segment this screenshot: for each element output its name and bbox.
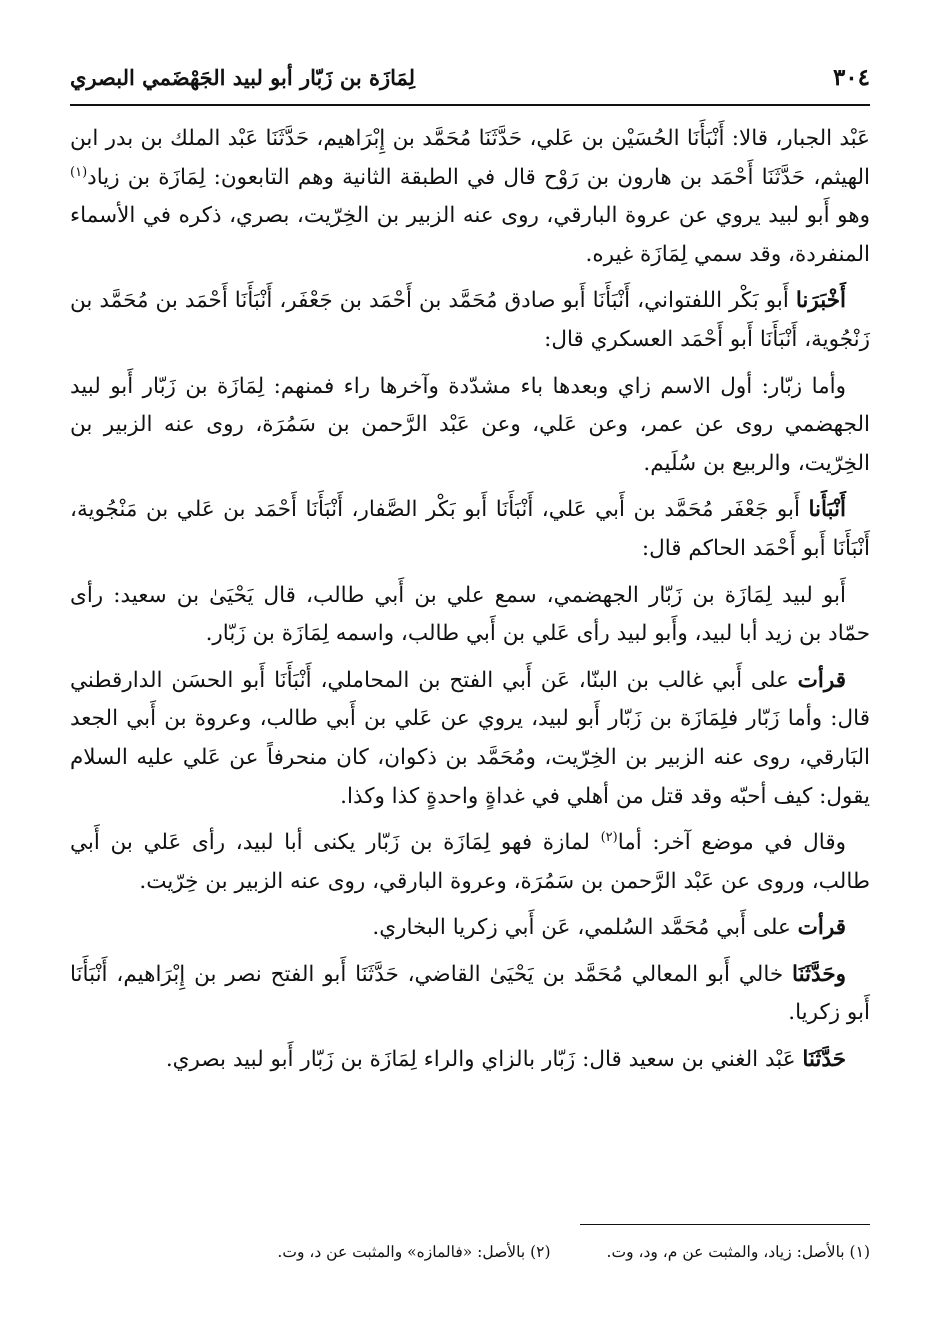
paragraph-text: على أَبي مُحَمَّد السُلمي، عَن أَبي زكريا البخاري. [372,915,798,941]
paragraph [70,368,870,484]
paragraph [70,1041,870,1080]
isnad-lead-word: أَنْبَأَنا [808,497,846,523]
paragraph [70,909,870,948]
paragraph [70,662,870,816]
paragraph [70,577,870,654]
footnote-marker: (٢) [600,829,618,845]
footnote-marker: (١) [70,164,88,180]
paragraph [70,491,870,568]
paragraph-text: أَبو جَعْفَر مُحَمَّد بن أَبي عَلي، أَنْبَأَنَا أَبو بَكْر الصَّفار، أَنْبَأَنَا أَحْمَد بن عَلي بن مَنْجُوية، أَنْبَأَنَا أَبو أَحْمَد الحاكم قال: [70,497,870,561]
paragraph-text-continued: لمازة فهو لِمَازَة بن زَبّار يكنى أبا لبيد، رأى عَلي بن أَبي طالب، وروى عن عَبْد الرَّحمن بن سَمُرَة، وعروة البارقي، روى عنه الزبير بن خِرّيت. [70,830,870,894]
paragraph-text: على أَبي غالب بن البنّا، عَن أَبي الفتح بن المحاملي، أَنْبَأَنَا أَبو الحسَن الدارقطني قال: وأما زَبّار فلِمَازَة بن زَبّار أَبو لبيد، يروي عن عَلي بن أَبي طالب، وعروة بن أَبي الجعد البَارقي، روى عنه الزبير بن الخِرّيت، ومُحَمَّد بن ذكوان، كان منحرفاً عن عَلي عليه السلام يقول: كيف أحبّه وقد قتل من أهلي في غداةٍ واحدةٍ كذا وكذا. [70,667,870,809]
paragraph [70,956,870,1033]
paragraph-text: أَبو لبيد لِمَازَة بن زَبّار الجهضمي، سمع علي بن أَبي طالب، قال يَحْيَىٰ بن سعيد: رأى حمّاد بن زيد أبا لبيد، وأَبو لبيد رأى عَلي بن أَبي طالب، واسمه لِمَازَة بن زَبّار. [70,582,870,647]
footnote-divider [580,1224,870,1225]
paragraph-text: خالي أَبو المعالي مُحَمَّد بن يَحْيَىٰ القاضي، حَدَّثَنَا أَبو الفتح نصر بن إِبْرَاهيم، أَنْبَأَنَا أَبو زكريا. [70,961,870,1026]
paragraph-text: وأما زبّار: أول الاسم زاي وبعدها باء مشدّدة وآخرها راء فمنهم: لِمَازَة بن زَبّار أَبو لبيد الجهضمي روى عن عمر، وعن عَلي، وعن عَبْد الرَّحمن بن سَمُرَة، روى عنه الزبير بن الخِرّيت، والربيع بن سُلَيم. [70,373,870,476]
footnote-2: (٢) بالأصل: «فالمازه» والمثبت عن د، وت. [277,1243,551,1261]
paragraph [70,824,870,901]
isnad-lead-word: قرأت [797,667,846,693]
paragraph-text: وقال في موضع آخر: أما [617,830,846,856]
paragraph-text: عَبْد الجبار، قالا: أَنْبَأَنَا الحُسَيْن بن عَلي، حَدَّثَنَا مُحَمَّد بن إِبْرَاهيم، حَدَّثَنَا عَبْد الملك بن بدر ابن الهيثم، حَدَّثَنَا أَحْمَد بن هارون بن رَوْح قال في الطبقة الثانية وهم التابعون: لِمَازَة بن زياد [70,126,870,190]
footnote-1: (١) بالأصل: زياد، والمثبت عن م، ود، وت. [606,1243,870,1261]
book-page [70,64,870,1308]
running-title: لِمَازَة بن زَبّار أبو لبيد الجَهْضَمي البصري [70,65,416,90]
page-number: ٣٠٤ [832,64,870,91]
isnad-lead-word: أَخْبَرَنا [795,288,846,314]
isnad-lead-word: قرأت [797,915,846,941]
paragraph-text: أَبو بَكْر اللفتواني، أَنْبَأَنَا أَبو صادق مُحَمَّد بن أَحْمَد بن جَعْفَر، أَنْبَأَنَا أَحْمَد بن مُحَمَّد بن زَنْجُوية، أَنْبَأَنَا أَبو أَحْمَد العسكري قال: [70,288,870,352]
paragraph-text: عَبْد الغني بن سعيد قال: زَبّار بالزاي والراء لِمَازَة بن زَبّار أَبو لبيد بصري. [165,1047,803,1073]
running-header [70,64,870,106]
isnad-lead-word: حَدَّثَنَا [802,1047,846,1073]
paragraph [70,282,870,359]
footnotes [70,1240,870,1264]
paragraph-text-continued: وهو أَبو لبيد يروي عن عروة البارقي، روى عنه الزبير بن الخِرّيت، بصري، ذكره في الأسماء المنفردة، وقد سمي لِمَازَة غيره. [70,203,870,267]
isnad-lead-word: وحَدَّثَنَا [792,961,846,987]
paragraph [70,120,870,274]
main-text [70,120,870,1080]
